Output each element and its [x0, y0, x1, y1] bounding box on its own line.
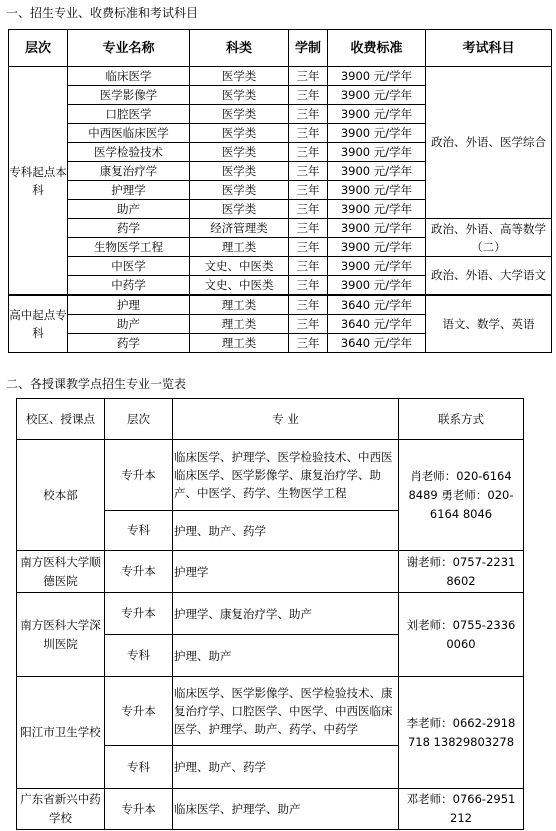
category-cell: 理工类 — [190, 315, 289, 334]
category-cell: 文史、中医类 — [190, 257, 289, 276]
fee-cell: 3900 元/学年 — [328, 162, 426, 181]
fee-cell: 3900 元/学年 — [328, 200, 426, 219]
majors-cell: 临床医学、医学影像学、医学检验技术、康复治疗学、口腔医学、中医学、中西医临床医学、护理学、助产、药学、中药学 — [173, 677, 399, 746]
category-cell: 文史、中医类 — [190, 276, 289, 296]
exam-cell: 政治、外语、高等数学（二） — [426, 219, 552, 257]
category-cell: 经济管理类 — [190, 219, 289, 238]
category-cell: 医学类 — [190, 181, 289, 200]
majors-cell: 临床医学、护理学、医学检验技术、中西医临床医学、医学影像学、康复治疗学、助产、中医学、药学、生物医学工程 — [173, 440, 399, 511]
years-cell: 三年 — [289, 143, 328, 162]
category-cell: 医学类 — [190, 200, 289, 219]
major-cell: 临床医学 — [68, 67, 190, 86]
site-name-cell: 南方医科大学深圳医院 — [17, 593, 105, 677]
major-cell: 护理学 — [68, 181, 190, 200]
major-cell: 口腔医学 — [68, 105, 190, 124]
category-cell: 理工类 — [190, 295, 289, 315]
level-cell: 专科 — [105, 635, 173, 677]
site-name-cell: 校本部 — [17, 440, 105, 551]
table-row — [9, 295, 552, 315]
major-cell: 药学 — [68, 334, 190, 353]
level-cell: 专科 — [105, 746, 173, 789]
fee-cell: 3900 元/学年 — [328, 257, 426, 276]
level-cell: 专升本 — [105, 789, 173, 830]
site-name-cell: 南方医科大学顺德医院 — [17, 551, 105, 593]
years-cell: 三年 — [289, 200, 328, 219]
major-cell: 生物医学工程 — [68, 238, 190, 257]
header-site: 校区、授课点 — [17, 399, 105, 440]
header-contact: 联系方式 — [399, 399, 524, 440]
fee-cell: 3640 元/学年 — [328, 334, 426, 353]
years-cell: 三年 — [289, 219, 328, 238]
site-name-cell: 广东省新兴中药学校 — [17, 789, 105, 830]
exam-cell: 语文、数学、英语 — [426, 295, 552, 353]
table-row — [17, 789, 524, 830]
fee-cell: 3640 元/学年 — [328, 295, 426, 315]
major-cell: 助产 — [68, 315, 190, 334]
contact-cell: 刘老师：0755-2336 0060 — [399, 593, 524, 677]
years-cell: 三年 — [289, 105, 328, 124]
category-cell: 医学类 — [190, 105, 289, 124]
majors-cell: 护理、助产、药学 — [173, 746, 399, 789]
table-row — [9, 257, 552, 276]
majors-cell: 护理学 — [173, 551, 399, 593]
level-cell: 专升本 — [105, 593, 173, 635]
major-cell: 护理 — [68, 295, 190, 315]
majors-cell: 临床医学、护理学、助产 — [173, 789, 399, 830]
header-major: 专 业 — [173, 399, 399, 440]
years-cell: 三年 — [289, 276, 328, 296]
category-cell: 医学类 — [190, 124, 289, 143]
table-row — [9, 67, 552, 86]
fee-cell: 3900 元/学年 — [328, 124, 426, 143]
table-row — [17, 593, 524, 635]
major-cell: 医学检验技术 — [68, 143, 190, 162]
level-cell: 专升本 — [105, 677, 173, 746]
years-cell: 三年 — [289, 315, 328, 334]
category-cell: 理工类 — [190, 334, 289, 353]
header-exam: 考试科目 — [426, 30, 552, 67]
years-cell: 三年 — [289, 238, 328, 257]
header-level: 层次 — [105, 399, 173, 440]
major-cell: 药学 — [68, 219, 190, 238]
category-cell: 医学类 — [190, 143, 289, 162]
level-cell: 专科起点本科 — [9, 67, 68, 296]
major-cell: 中医学 — [68, 257, 190, 276]
category-cell: 医学类 — [190, 86, 289, 105]
contact-cell: 李老师：0662-2918 718 13829803278 — [399, 677, 524, 789]
contact-cell: 邓老师：0766-2951 212 — [399, 789, 524, 830]
level-cell: 专升本 — [105, 440, 173, 511]
contact-cell: 谢老师：0757-2231 8602 — [399, 551, 524, 593]
years-cell: 三年 — [289, 257, 328, 276]
fee-cell: 3900 元/学年 — [328, 181, 426, 200]
table-header-row — [9, 30, 552, 67]
major-cell: 中药学 — [68, 276, 190, 296]
years-cell: 三年 — [289, 181, 328, 200]
site-name-cell: 阳江市卫生学校 — [17, 677, 105, 789]
majors-cell: 护理、助产、药学 — [173, 511, 399, 551]
exam-cell: 政治、外语、医学综合 — [426, 67, 552, 219]
table-row — [17, 551, 524, 593]
fee-cell: 3900 元/学年 — [328, 67, 426, 86]
fee-cell: 3900 元/学年 — [328, 238, 426, 257]
fee-cell: 3900 元/学年 — [328, 143, 426, 162]
majors-cell: 护理学、康复治疗学、助产 — [173, 593, 399, 635]
header-years: 学制 — [289, 30, 328, 67]
header-level: 层次 — [9, 30, 68, 67]
years-cell: 三年 — [289, 162, 328, 181]
major-cell: 医学影像学 — [68, 86, 190, 105]
teaching-sites-table — [16, 398, 524, 830]
header-major: 专业名称 — [68, 30, 190, 67]
fee-cell: 3900 元/学年 — [328, 86, 426, 105]
section-1-title: 一、招生专业、收费标准和考试科目 — [6, 6, 199, 20]
years-cell: 三年 — [289, 67, 328, 86]
major-cell: 康复治疗学 — [68, 162, 190, 181]
fee-cell: 3900 元/学年 — [328, 219, 426, 238]
table-row — [17, 440, 524, 511]
table-row — [9, 219, 552, 238]
header-category: 科类 — [190, 30, 289, 67]
section-2-title: 二、各授课教学点招生专业一览表 — [6, 377, 187, 391]
majors-cell: 护理、助产 — [173, 635, 399, 677]
years-cell: 三年 — [289, 124, 328, 143]
contact-cell: 肖老师：020-6164 8489 勇老师：020-6164 8046 — [399, 440, 524, 551]
fee-cell: 3640 元/学年 — [328, 315, 426, 334]
fee-cell: 3900 元/学年 — [328, 276, 426, 296]
exam-cell: 政治、外语、大学语文 — [426, 257, 552, 296]
category-cell: 理工类 — [190, 238, 289, 257]
fee-cell: 3900 元/学年 — [328, 105, 426, 124]
years-cell: 三年 — [289, 295, 328, 315]
table-header-row — [17, 399, 524, 440]
years-cell: 三年 — [289, 334, 328, 353]
level-cell: 专科 — [105, 511, 173, 551]
level-cell: 专升本 — [105, 551, 173, 593]
level-cell: 高中起点专科 — [9, 295, 68, 353]
major-cell: 助产 — [68, 200, 190, 219]
enrollment-fee-table — [8, 29, 552, 353]
major-cell: 中西医临床医学 — [68, 124, 190, 143]
category-cell: 医学类 — [190, 67, 289, 86]
years-cell: 三年 — [289, 86, 328, 105]
category-cell: 医学类 — [190, 162, 289, 181]
header-fee: 收费标准 — [328, 30, 426, 67]
table-row — [17, 677, 524, 746]
